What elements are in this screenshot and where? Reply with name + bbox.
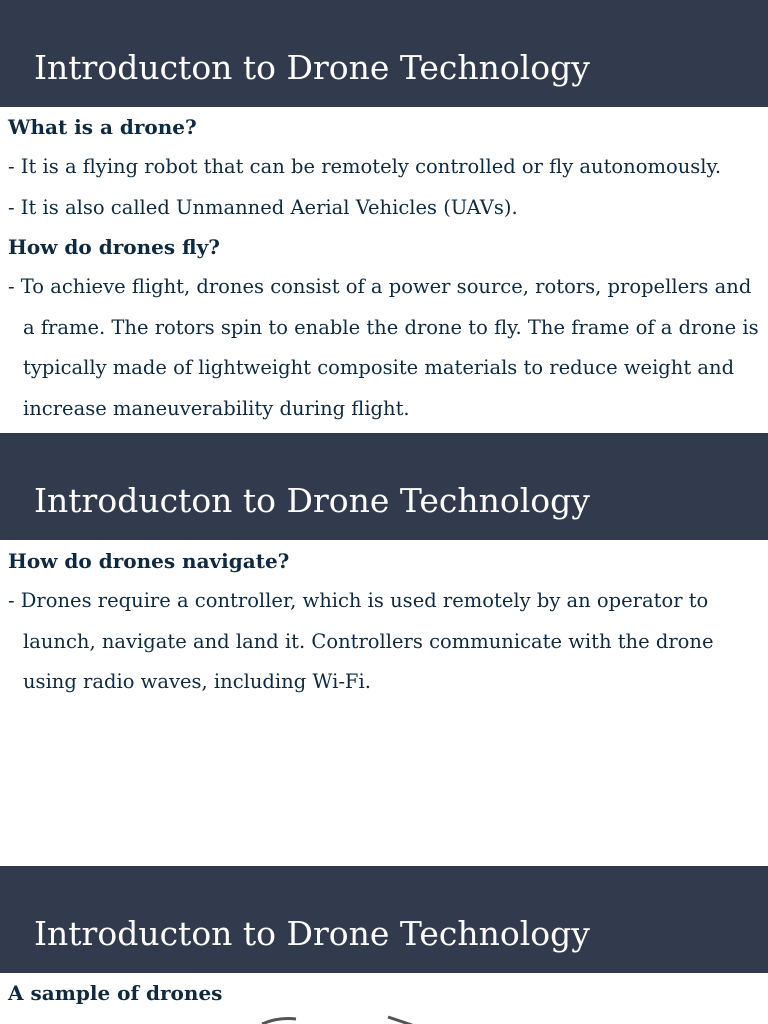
slide-header: [0, 866, 768, 973]
section-heading: A sample of drones: [8, 981, 223, 1005]
bullet-item: - To achieve flight, drones consist of a power source, rotors, propellers and a frame. The rotors spin to enable the drone to fly. The frame of a drone is typically made of lightweight composite materials to reduce weight and increase maneuverability during flight.: [8, 275, 759, 420]
slide-header: [0, 0, 768, 107]
slide-title: Introducton to Drone Technology: [34, 481, 590, 520]
section-heading: How do drones fly?: [8, 235, 220, 259]
bullet-item: - It is also called Unmanned Aerial Vehicles (UAVs).: [8, 196, 518, 219]
slide-1: [0, 0, 768, 433]
slide-title: Introducton to Drone Technology: [34, 914, 590, 953]
bullet-item: - It is a flying robot that can be remotely controlled or fly autonomously.: [8, 155, 722, 178]
section-heading: What is a drone?: [8, 115, 197, 139]
slide-3: [0, 866, 768, 1024]
slide-2: [0, 433, 768, 866]
slide-title: Introducton to Drone Technology: [34, 48, 590, 87]
bullet-item: - Drones require a controller, which is used remotely by an operator to launch, navigate and land it. Controllers communicate with the drone using radio waves, including Wi-Fi.: [8, 589, 714, 694]
drone-image: [0, 1009, 768, 1024]
slide-header: [0, 433, 768, 540]
section-heading: How do drones navigate?: [8, 549, 290, 573]
